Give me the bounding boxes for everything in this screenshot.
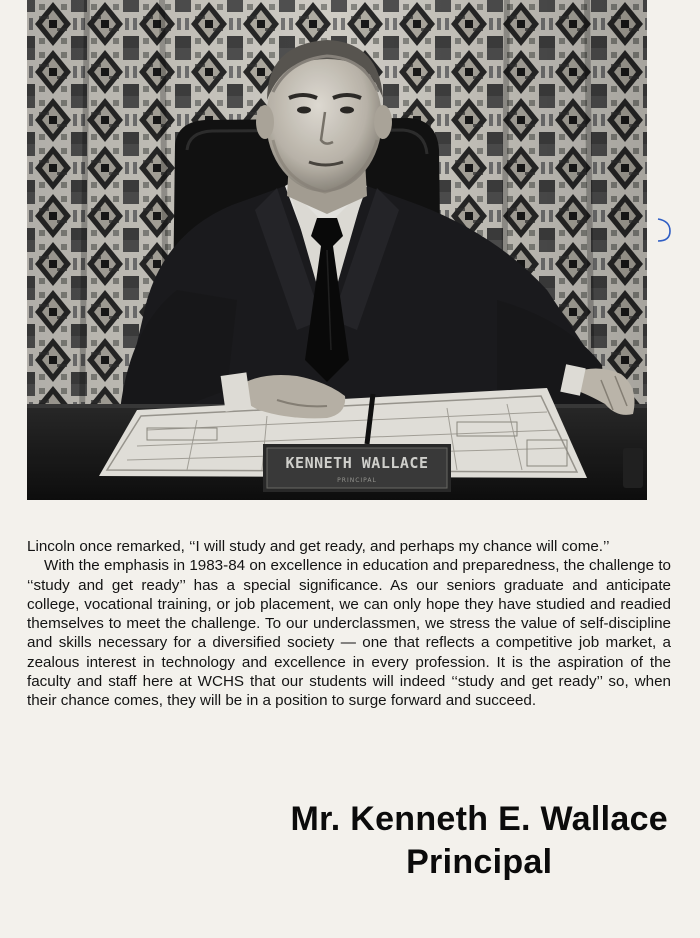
principal-photo-image <box>27 0 647 500</box>
signature-block <box>290 798 668 884</box>
principal-photo <box>27 0 647 500</box>
principal-message <box>27 537 671 711</box>
nameplate-name: KENNETH WALLACE <box>285 454 429 472</box>
principal-title: Principal <box>406 843 553 881</box>
message-paragraph-1: Lincoln once remarked, ‘‘I will study and get ready, and perhaps my chance will come.’’ <box>27 538 610 555</box>
message-paragraph-2: With the emphasis in 1983-84 on excellence in education and preparedness, the challenge to ‘‘study and get ready’’ has a special significance. As our seniors graduate and anticipate college, vocational training, or job placement, we can only hope they have studied and readied themselves to meet the challenge. To our underclassmen, we stress the value of self-discipline and skills necessary for a diversified society — one that reflects a competitive job market, a zealous interest in technology and excellence in every profession. It is the aspiration of the faculty and staff here at WCHS that our students will indeed ‘‘study and get ready’’ so, when their chance comes, they will be in a position to surge forward and succeed. <box>27 557 671 710</box>
principal-name: Mr. Kenneth E. Wallace <box>290 800 668 838</box>
pen-mark <box>652 215 676 245</box>
nameplate-title: PRINCIPAL <box>337 477 377 484</box>
